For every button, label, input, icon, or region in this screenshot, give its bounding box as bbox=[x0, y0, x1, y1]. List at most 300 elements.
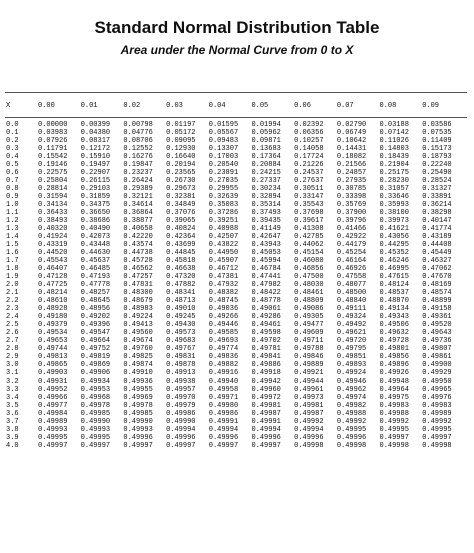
table-cell: 0.21566 bbox=[336, 161, 367, 170]
table-cell: 0.26730 bbox=[166, 177, 196, 186]
table-cell: 0.46080 bbox=[294, 257, 324, 266]
table-cell: 0.42922 bbox=[336, 233, 367, 242]
table-row bbox=[4, 289, 465, 297]
table-cell: 0.21904 bbox=[379, 161, 409, 170]
table-cell: 0.37698 bbox=[294, 209, 324, 218]
table-cell: 0.33646 bbox=[379, 193, 409, 202]
table-cell: 0.49924 bbox=[336, 369, 367, 378]
table-row bbox=[4, 177, 465, 185]
table-cell: 0.49953 bbox=[80, 385, 111, 394]
table-cell: 0.35543 bbox=[294, 201, 324, 210]
table-cell: 0.49711 bbox=[294, 337, 324, 346]
table-cell: 0.42073 bbox=[80, 233, 111, 242]
table-cell: 0.49874 bbox=[123, 361, 153, 370]
table-cell: 0.40490 bbox=[80, 225, 111, 234]
table-cell: 0.43574 bbox=[123, 241, 153, 250]
table-cell: 0.49984 bbox=[38, 409, 68, 418]
table-cell: 0.47257 bbox=[123, 273, 153, 282]
table-row bbox=[4, 273, 465, 281]
table-row bbox=[4, 321, 465, 329]
table-cell: 0.47441 bbox=[251, 273, 281, 282]
table-cell: 0.49573 bbox=[166, 329, 196, 338]
table-cell: 0.32121 bbox=[123, 193, 153, 202]
table-cell: 0.30785 bbox=[336, 185, 367, 194]
table-cell: 0.49781 bbox=[251, 345, 281, 354]
table-cell: 0.49036 bbox=[208, 305, 239, 314]
table-cell: 0.49621 bbox=[336, 329, 367, 338]
table-cell: 0.35769 bbox=[336, 201, 367, 210]
table-cell: 0.49981 bbox=[251, 401, 281, 410]
table-cell: 0.49952 bbox=[38, 385, 68, 394]
table-cell: 0.06356 bbox=[294, 129, 324, 138]
table-cell: 0.49973 bbox=[294, 393, 324, 402]
table-cell: 0.33398 bbox=[336, 193, 367, 202]
table-cell: 0.49995 bbox=[422, 425, 452, 434]
table-cell: 0.16640 bbox=[166, 153, 196, 162]
table-cell: 0.49986 bbox=[166, 409, 196, 418]
table-cell: 0.37286 bbox=[208, 209, 239, 218]
table-cell: 0.47882 bbox=[166, 281, 196, 290]
table-cell: 0.48500 bbox=[336, 289, 367, 298]
table-cell: 0.49944 bbox=[294, 377, 324, 386]
table-row bbox=[4, 241, 465, 249]
table-cell: 0.49958 bbox=[208, 385, 239, 394]
table-cell: 0.48300 bbox=[123, 289, 153, 298]
table-row bbox=[4, 209, 465, 217]
table-cell: 0.46926 bbox=[336, 265, 367, 274]
table-cell: 0.49991 bbox=[208, 417, 239, 426]
table-cell: 0.49918 bbox=[251, 369, 281, 378]
column-header: 0.08 bbox=[379, 102, 397, 110]
table-cell: 0.45907 bbox=[208, 257, 239, 266]
table-cell: 0.36433 bbox=[38, 209, 68, 218]
table-cell: 0.49998 bbox=[422, 441, 452, 450]
row-label: 2.0 bbox=[6, 281, 19, 290]
table-cell: 0.37076 bbox=[166, 209, 196, 218]
table-body bbox=[4, 121, 465, 450]
table-cell: 0.49736 bbox=[422, 337, 452, 346]
table-cell: 0.45352 bbox=[379, 249, 409, 258]
column-header: 0.07 bbox=[336, 102, 354, 110]
table-cell: 0.47831 bbox=[123, 281, 153, 290]
table-cell: 0.49492 bbox=[336, 321, 367, 330]
table-cell: 0.47128 bbox=[38, 273, 68, 282]
table-cell: 0.49969 bbox=[123, 393, 153, 402]
table-cell: 0.49996 bbox=[208, 433, 239, 442]
table-cell: 0.44295 bbox=[379, 241, 409, 250]
table-cell: 0.49934 bbox=[80, 377, 111, 386]
table-cell: 0.28814 bbox=[38, 185, 68, 194]
table-cell: 0.49985 bbox=[123, 409, 153, 418]
column-header: X bbox=[6, 102, 11, 110]
table-cell: 0.34375 bbox=[80, 201, 111, 210]
table-cell: 0.49997 bbox=[422, 433, 452, 442]
table-row bbox=[4, 297, 465, 305]
table-cell: 0.49955 bbox=[123, 385, 153, 394]
table-cell: 0.49609 bbox=[294, 329, 324, 338]
table-cell: 0.49996 bbox=[251, 433, 281, 442]
table-cell: 0.49993 bbox=[123, 425, 153, 434]
table-cell: 0.46562 bbox=[123, 265, 153, 274]
table-cell: 0.48778 bbox=[251, 297, 281, 306]
table-cell: 0.49974 bbox=[336, 393, 367, 402]
table-cell: 0.37493 bbox=[251, 209, 281, 218]
table-row bbox=[4, 225, 465, 233]
table-cell: 0.49916 bbox=[208, 369, 239, 378]
row-label: 3.5 bbox=[6, 401, 19, 410]
table-cell: 0.49900 bbox=[422, 361, 452, 370]
table-cell: 0.49964 bbox=[379, 385, 409, 394]
table-cell: 0.02790 bbox=[336, 121, 367, 129]
table-cell: 0.49962 bbox=[336, 385, 367, 394]
table-cell: 0.48422 bbox=[251, 289, 281, 298]
table-cell: 0.49728 bbox=[379, 337, 409, 346]
table-cell: 0.49910 bbox=[123, 369, 153, 378]
table-cell: 0.33891 bbox=[422, 193, 452, 202]
table-cell: 0.38686 bbox=[80, 217, 111, 226]
table-cell: 0.49968 bbox=[80, 393, 111, 402]
table-cell: 0.27935 bbox=[336, 177, 367, 186]
table-cell: 0.35993 bbox=[379, 201, 409, 210]
table-cell: 0.10642 bbox=[336, 137, 367, 146]
table-cell: 0.24215 bbox=[251, 169, 281, 178]
column-header: 0.02 bbox=[123, 102, 141, 110]
row-label: 1.0 bbox=[6, 201, 19, 210]
table-cell: 0.11791 bbox=[38, 145, 68, 154]
table-cell: 0.49851 bbox=[336, 353, 367, 362]
table-cell: 0.26424 bbox=[123, 177, 153, 186]
table-cell: 0.34849 bbox=[166, 201, 196, 210]
table-cell: 0.48610 bbox=[38, 297, 68, 306]
table-cell: 0.49836 bbox=[208, 353, 239, 362]
table-row bbox=[4, 337, 465, 345]
table-cell: 0.25804 bbox=[38, 177, 68, 186]
header-spacer bbox=[4, 111, 465, 121]
table-cell: 0.49983 bbox=[422, 401, 452, 410]
table-cell: 0.41308 bbox=[294, 225, 324, 234]
table-cell: 0.11026 bbox=[379, 137, 409, 146]
table-cell: 0.33147 bbox=[294, 193, 324, 202]
table-cell: 0.00399 bbox=[80, 121, 111, 129]
table-cell: 0.48645 bbox=[80, 297, 111, 306]
table-cell: 0.49664 bbox=[80, 337, 111, 346]
table-row bbox=[4, 161, 465, 169]
row-label: 4.0 bbox=[6, 441, 19, 450]
table-cell: 0.28230 bbox=[379, 177, 409, 186]
row-label: 3.9 bbox=[6, 433, 19, 442]
row-label: 0.2 bbox=[6, 137, 19, 146]
row-label: 3.8 bbox=[6, 425, 19, 434]
table-cell: 0.28524 bbox=[422, 177, 452, 186]
table-cell: 0.09871 bbox=[251, 137, 281, 146]
table-cell: 0.32381 bbox=[166, 193, 196, 202]
table-cell: 0.09483 bbox=[208, 137, 239, 146]
table-cell: 0.41774 bbox=[422, 225, 452, 234]
table-cell: 0.40320 bbox=[38, 225, 68, 234]
table-cell: 0.49986 bbox=[208, 409, 239, 418]
table-cell: 0.48257 bbox=[80, 289, 111, 298]
row-label: 2.5 bbox=[6, 321, 19, 330]
table-cell: 0.49906 bbox=[80, 369, 111, 378]
table-cell: 0.47500 bbox=[294, 273, 324, 282]
table-cell: 0.49134 bbox=[379, 305, 409, 314]
table-cell: 0.45254 bbox=[336, 249, 367, 258]
row-label: 3.7 bbox=[6, 417, 19, 426]
table-cell: 0.49010 bbox=[166, 305, 196, 314]
table-cell: 0.23237 bbox=[123, 169, 153, 178]
table-cell: 0.49861 bbox=[422, 353, 452, 362]
table-cell: 0.15542 bbox=[38, 153, 68, 162]
table-cell: 0.49995 bbox=[38, 433, 68, 442]
row-label: 0.4 bbox=[6, 153, 19, 162]
table-cell: 0.34134 bbox=[38, 201, 68, 210]
table-cell: 0.42785 bbox=[294, 233, 324, 242]
table-cell: 0.48870 bbox=[379, 297, 409, 306]
table-cell: 0.49991 bbox=[251, 417, 281, 426]
table-cell: 0.39435 bbox=[251, 217, 281, 226]
table-cell: 0.49995 bbox=[379, 425, 409, 434]
table-cell: 0.32639 bbox=[208, 193, 239, 202]
table-cell: 0.22240 bbox=[422, 161, 452, 170]
row-label: 3.4 bbox=[6, 393, 19, 402]
table-cell: 0.49983 bbox=[379, 401, 409, 410]
row-label: 2.4 bbox=[6, 313, 19, 322]
table-row bbox=[4, 257, 465, 265]
table-cell: 0.49061 bbox=[251, 305, 281, 314]
column-header: 0.00 bbox=[38, 102, 55, 110]
table-cell: 0.29389 bbox=[123, 185, 153, 194]
table-cell: 0.13307 bbox=[208, 145, 239, 154]
table-cell: 0.49987 bbox=[251, 409, 281, 418]
table-cell: 0.44408 bbox=[422, 241, 452, 250]
table-cell: 0.44630 bbox=[80, 249, 111, 258]
table-cell: 0.46485 bbox=[80, 265, 111, 274]
table-cell: 0.08706 bbox=[123, 137, 153, 146]
table-cell: 0.49245 bbox=[166, 313, 196, 322]
table-row bbox=[4, 313, 465, 321]
row-label: 2.2 bbox=[6, 297, 19, 306]
table-cell: 0.49989 bbox=[422, 409, 452, 418]
table-cell: 0.44845 bbox=[166, 249, 196, 258]
row-label: 3.6 bbox=[6, 409, 19, 418]
row-label: 0.1 bbox=[6, 129, 19, 138]
table-cell: 0.29103 bbox=[80, 185, 111, 194]
table-cell: 0.49981 bbox=[294, 401, 324, 410]
table-cell: 0.49744 bbox=[38, 345, 68, 354]
table-row bbox=[4, 201, 465, 209]
table-row bbox=[4, 442, 465, 450]
table-cell: 0.48030 bbox=[294, 281, 324, 290]
table-cell: 0.49992 bbox=[336, 417, 367, 426]
table-cell: 0.49994 bbox=[208, 425, 239, 434]
table-cell: 0.47982 bbox=[251, 281, 281, 290]
table-cell: 0.49976 bbox=[422, 393, 452, 402]
table-cell: 0.45637 bbox=[80, 257, 111, 266]
table-cell: 0.39065 bbox=[166, 217, 196, 226]
row-label: 2.8 bbox=[6, 345, 19, 354]
table-cell: 0.46246 bbox=[379, 257, 409, 266]
table-row bbox=[4, 265, 465, 273]
table-cell: 0.49998 bbox=[336, 441, 367, 450]
table-cell: 0.41149 bbox=[251, 225, 281, 234]
row-label: 0.0 bbox=[6, 121, 19, 129]
table-cell: 0.49801 bbox=[379, 345, 409, 354]
table-cell: 0.46327 bbox=[422, 257, 452, 266]
table-cell: 0.49413 bbox=[123, 321, 153, 330]
table-cell: 0.49997 bbox=[123, 441, 153, 450]
table-cell: 0.41924 bbox=[38, 233, 68, 242]
row-label: 1.1 bbox=[6, 209, 19, 218]
table-cell: 0.49972 bbox=[251, 393, 281, 402]
table-cell: 0.49921 bbox=[294, 369, 324, 378]
table-row bbox=[4, 193, 465, 201]
table-cell: 0.45154 bbox=[294, 249, 324, 258]
column-header: 0.05 bbox=[251, 102, 269, 110]
table-cell: 0.49996 bbox=[336, 433, 367, 442]
table-row bbox=[4, 281, 465, 289]
table-cell: 0.12552 bbox=[123, 145, 153, 154]
table-cell: 0.49998 bbox=[379, 441, 409, 450]
top-rule bbox=[5, 92, 467, 93]
table-cell: 0.49878 bbox=[166, 361, 196, 370]
table-row bbox=[4, 217, 465, 225]
table-cell: 0.14803 bbox=[379, 145, 409, 154]
table-cell: 0.14431 bbox=[336, 145, 367, 154]
table-cell: 0.49882 bbox=[208, 361, 239, 370]
page-title: Standard Normal Distribution Table bbox=[94, 18, 380, 37]
table-cell: 0.48840 bbox=[336, 297, 367, 306]
table-cell: 0.49813 bbox=[38, 353, 68, 362]
table-cell: 0.46638 bbox=[166, 265, 196, 274]
table-cell: 0.49946 bbox=[336, 377, 367, 386]
table-cell: 0.20194 bbox=[166, 161, 196, 170]
page-subtitle: Area under the Normal Curve from 0 to X bbox=[120, 43, 354, 57]
table-cell: 0.49988 bbox=[379, 409, 409, 418]
table-cell: 0.49653 bbox=[38, 337, 68, 346]
table-cell: 0.05567 bbox=[208, 129, 239, 138]
table-cell: 0.18439 bbox=[379, 153, 409, 162]
table-cell: 0.49997 bbox=[80, 441, 111, 450]
table-cell: 0.18082 bbox=[336, 153, 367, 162]
table-cell: 0.08317 bbox=[80, 137, 111, 146]
table-cell: 0.49996 bbox=[166, 433, 196, 442]
table-cell: 0.49971 bbox=[208, 393, 239, 402]
table-cell: 0.49997 bbox=[379, 433, 409, 442]
table-cell: 0.48077 bbox=[336, 281, 367, 290]
table-cell: 0.49111 bbox=[336, 305, 367, 314]
table-cell: 0.49931 bbox=[38, 377, 68, 386]
row-label: 1.5 bbox=[6, 241, 19, 250]
row-label: 1.2 bbox=[6, 217, 19, 226]
table-cell: 0.15910 bbox=[80, 153, 111, 162]
table-cell: 0.48574 bbox=[422, 289, 452, 298]
table-cell: 0.46164 bbox=[336, 257, 367, 266]
table-cell: 0.24537 bbox=[294, 169, 324, 178]
table-cell: 0.31327 bbox=[422, 185, 452, 194]
table-cell: 0.49948 bbox=[379, 377, 409, 386]
table-cell: 0.31057 bbox=[379, 185, 409, 194]
z-table bbox=[4, 101, 465, 450]
table-cell: 0.34614 bbox=[123, 201, 153, 210]
table-cell: 0.27035 bbox=[208, 177, 239, 186]
table-cell: 0.49886 bbox=[251, 361, 281, 370]
table-cell: 0.25175 bbox=[379, 169, 409, 178]
row-label: 0.6 bbox=[6, 169, 19, 178]
table-cell: 0.49975 bbox=[379, 393, 409, 402]
table-cell: 0.12930 bbox=[166, 145, 196, 154]
table-cell: 0.49997 bbox=[251, 441, 281, 450]
table-row bbox=[4, 394, 465, 402]
table-cell: 0.49520 bbox=[422, 321, 452, 330]
table-cell: 0.31594 bbox=[38, 193, 68, 202]
table-cell: 0.45728 bbox=[123, 257, 153, 266]
table-cell: 0.36650 bbox=[80, 209, 111, 218]
table-cell: 0.49997 bbox=[38, 441, 68, 450]
table-row bbox=[4, 426, 465, 434]
table-cell: 0.43822 bbox=[208, 241, 239, 250]
column-header: 0.09 bbox=[422, 102, 439, 110]
table-cell: 0.49988 bbox=[336, 409, 367, 418]
table-cell: 0.04776 bbox=[123, 129, 153, 138]
table-row bbox=[4, 329, 465, 337]
table-cell: 0.07535 bbox=[422, 129, 452, 138]
table-cell: 0.48341 bbox=[166, 289, 196, 298]
table-cell: 0.49324 bbox=[336, 313, 367, 322]
table-cell: 0.49643 bbox=[422, 329, 452, 338]
table-cell: 0.20540 bbox=[208, 161, 239, 170]
table-cell: 0.00000 bbox=[38, 121, 68, 129]
table-cell: 0.47193 bbox=[80, 273, 111, 282]
row-label: 2.1 bbox=[6, 289, 19, 298]
table-row bbox=[4, 369, 465, 377]
table-cell: 0.45994 bbox=[251, 257, 281, 266]
table-row bbox=[4, 145, 465, 153]
row-label: 1.7 bbox=[6, 257, 19, 266]
table-cell: 0.44179 bbox=[336, 241, 367, 250]
table-row bbox=[4, 386, 465, 394]
row-label: 0.9 bbox=[6, 193, 19, 202]
table-cell: 0.49992 bbox=[294, 417, 324, 426]
table-row bbox=[4, 402, 465, 410]
table-cell: 0.25490 bbox=[422, 169, 452, 178]
table-cell: 0.49825 bbox=[123, 353, 153, 362]
table-cell: 0.18793 bbox=[422, 153, 452, 162]
table-cell: 0.40658 bbox=[123, 225, 153, 234]
table-cell: 0.49992 bbox=[379, 417, 409, 426]
table-cell: 0.47558 bbox=[336, 273, 367, 282]
table-cell: 0.01994 bbox=[251, 121, 281, 129]
table-cell: 0.42220 bbox=[123, 233, 153, 242]
table-cell: 0.12172 bbox=[80, 145, 111, 154]
table-cell: 0.44062 bbox=[294, 241, 324, 250]
table-cell: 0.49940 bbox=[208, 377, 239, 386]
table-cell: 0.48382 bbox=[208, 289, 239, 298]
table-cell: 0.42647 bbox=[251, 233, 281, 242]
table-cell: 0.45818 bbox=[166, 257, 196, 266]
table-cell: 0.49950 bbox=[422, 377, 452, 386]
table-cell: 0.44950 bbox=[208, 249, 239, 258]
table-cell: 0.49396 bbox=[80, 321, 111, 330]
table-cell: 0.49158 bbox=[422, 305, 452, 314]
table-cell: 0.49598 bbox=[251, 329, 281, 338]
table-cell: 0.05172 bbox=[166, 129, 196, 138]
table-cell: 0.49461 bbox=[251, 321, 281, 330]
table-cell: 0.49767 bbox=[166, 345, 196, 354]
table-cell: 0.49286 bbox=[251, 313, 281, 322]
table-row bbox=[4, 378, 465, 386]
table-cell: 0.46712 bbox=[208, 265, 239, 274]
table-cell: 0.38100 bbox=[379, 209, 409, 218]
